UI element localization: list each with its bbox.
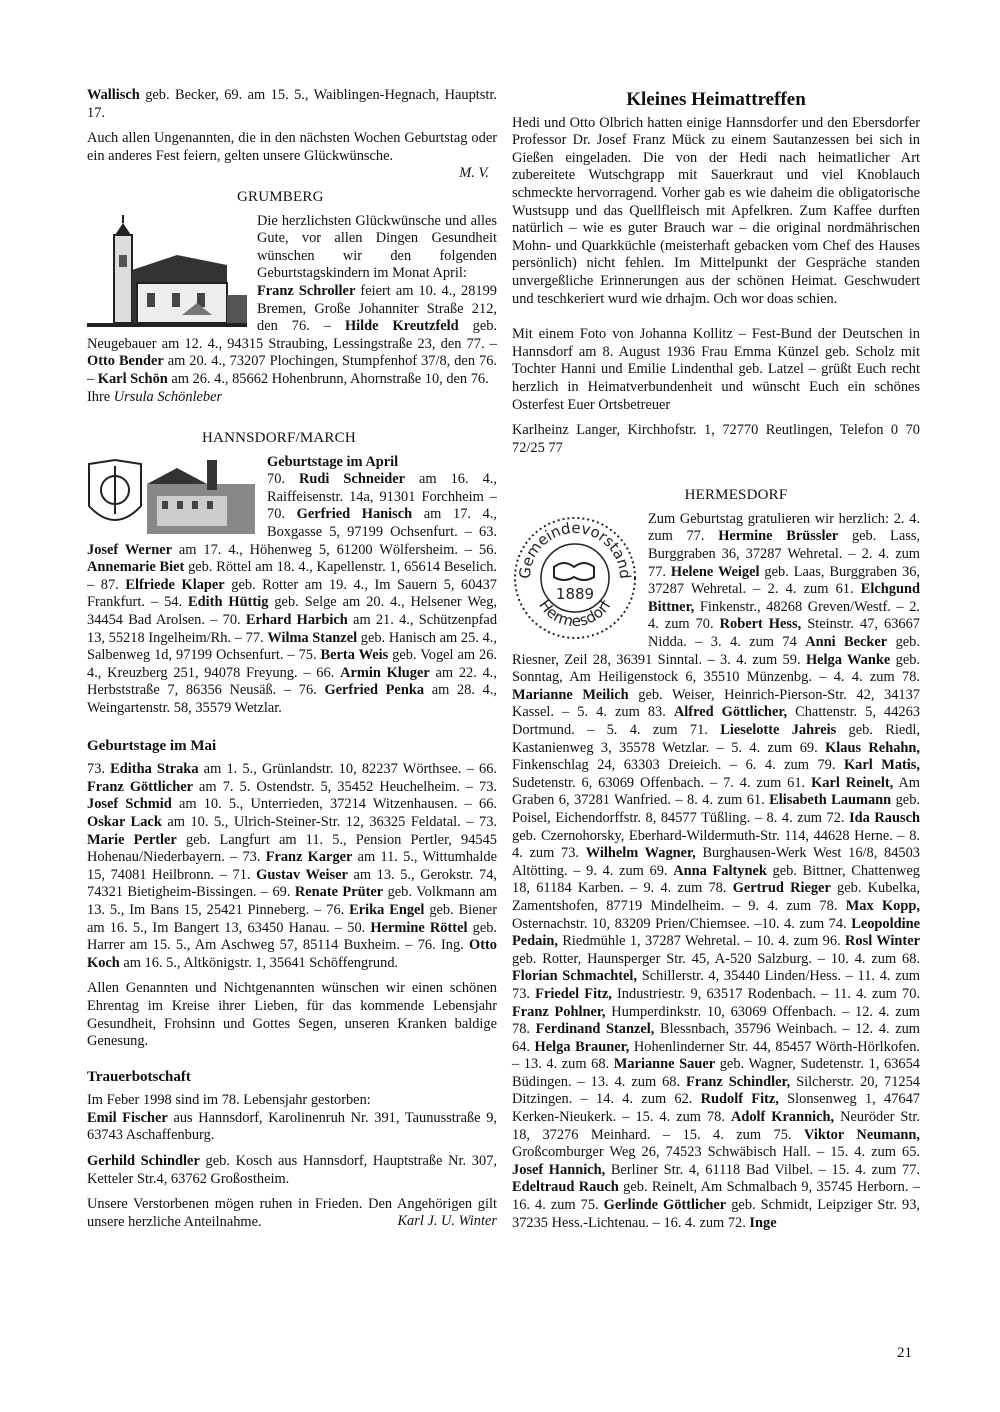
person-detail: Steinstr. 47, 63667 Nidda. – 3. 4. zum 74 [648, 616, 920, 651]
grumberg-title: GRUMBERG [237, 188, 324, 205]
intro-paragraph [87, 87, 497, 122]
person-detail: Humperdinkstr. 10, 63069 Offenbach. – 12. 4. zum 78. [512, 1003, 920, 1038]
person-name: Editha Straka [110, 761, 199, 778]
seal-image [512, 515, 638, 641]
person-detail: geb. Vogel am 26. 4., Kreuzberg 251, 94078 Freyung. – 66. [87, 647, 497, 681]
person-detail: geb. Riesner, Zeil 28, 36391 Sinntal. – 3. 4. zum 59. [512, 634, 920, 668]
person-detail: Schillerstr. 4, 35440 Linden/Hess. – 11. 4. zum 73. [512, 968, 920, 1002]
person-detail: 2. 4. zum 77. [648, 510, 920, 545]
mai-title: Geburtstage im Mai [87, 737, 217, 754]
person-detail: geb. Poisel, Eichendorffstr. 8, 84577 Tüßling. – 8. 4. zum 72. [512, 792, 920, 826]
person-name: Marianne Sauer [613, 1056, 716, 1073]
person-name: Friedel Fitz, [535, 985, 612, 1002]
person-detail: geb. Volkmann am 13. 5., Im Bans 15, 25421 Pinneberg. – 76. [87, 884, 497, 918]
person-name: Elisabeth Laumann [769, 792, 892, 809]
trauer-title: Trauerbotschaft [87, 1068, 191, 1085]
mai-entries [87, 761, 497, 972]
deceased-detail: geb. Kosch aus Hannsdorf, Hauptstraße Nr. 307, Ketteler Str.4, 63762 Großostheim. [87, 1153, 497, 1187]
person-name: Ida Rausch [849, 809, 921, 826]
person-detail: am 20. 4., 73207 Plochingen, Stumpfenhof 37/8, den 76. – [87, 353, 497, 387]
seal-bottom-text: Hermesdorf [535, 596, 615, 631]
mai-closing: Allen Genannten und Nichtgenannten wünschen wir einen schönen Ehrentag im Kreise ihrer Lieben, für das kommende Lebensjahr Gesundheit, Frohsinn und Gottes Segen, unseren Kranken baldige Genesung. [87, 980, 497, 1050]
person-name: Karl Matis, [843, 757, 921, 774]
person-name: Josef Hannich, [512, 1161, 606, 1178]
person-detail: Osternachstr. 10, 83209 Prien/Chiemsee. –10. 4. zum 74. [512, 915, 852, 932]
person-name: Gerlinde Göttlicher [603, 1197, 727, 1214]
heimattreffen-title: Kleines Heimattreffen [626, 89, 806, 110]
person-name: Alfred Göttlicher, [673, 704, 788, 721]
person-detail: Am Graben 6, 37281 Wanfried. – 8. 4. zum 61. [512, 774, 920, 809]
person-name: Berta Weis [320, 647, 389, 664]
deceased-name: Emil Fischer [87, 1109, 168, 1126]
hannsdorf-image [87, 456, 257, 536]
person-name: Franz Schindler, [686, 1073, 791, 1090]
person-detail: geb. Kubelka, Zamentshofen, 87719 Mindelheim. – 9. 4. zum 78. [512, 880, 920, 914]
person-detail: am 26. 4., 85662 Hohenbrunn, Ahornstraße 10, den 76. [167, 370, 489, 387]
person-detail: Finkenschlag 24, 63303 Dreieich. – 6. 4. zum 79. [512, 757, 844, 774]
svg-text:Gemeindevorstand [516, 519, 634, 580]
person-detail: geb. Röttel am 18. 4., Kapellenstr. 1, 65614 Beselich. – 87. [87, 559, 497, 593]
left-column [87, 87, 497, 1231]
person-detail: feiert am 10. 4., 28199 Bremen, Große Johanniter Straße 212, den 76. – [257, 282, 497, 335]
person-detail: am 10. 5., Ulrich-Steiner-Str. 12, 36325 Feldatal. – 73. [161, 813, 497, 830]
person-name: Helene Weigel [670, 563, 760, 580]
person-detail: am 16. 4., Raiffeisenstr. 14a, 91301 Forchheim – 70. [267, 471, 497, 523]
person-detail: Hohenlinderner Str. 44, 85457 Wörth-Hörlkofen. – 13. 4. zum 68. [512, 1038, 920, 1073]
person-name: Hermine Röttel [370, 919, 468, 936]
hannsdorf-subtitle: Geburtstage im April [267, 453, 399, 470]
heimattreffen-paragraph: Hedi und Otto Olbrich hatten einige Hannsdorfer und den Ebersdorfer Professor Dr. Josef Franz Mück zu einem Sautanzessen bei sich in Gießen eingeladen. Die von der Hedi nach heimatlicher Art zubereitete Wutschgrapp mit Sauerkraut und viel Knoblauch schmeckte hervorragend. Vorher gab es wie daheim die obligatorische Wustsupp und das Quellfleisch mit Apfelkren. Zum Kaffee durften natürlich – wie es guter Brauch war – die original nordmährischen Mohn- und Quarkküchle (meisterhaft gebacken vom Chef des Hauses persönlich) nicht fehlen. Im Mittelpunkt der Gespräche standen unvergeßliche Erinnerungen aus der schönen Heimat. Geschwudert und teschkeriert wurd wie drhajm. Och wor doas schien. [512, 114, 920, 307]
intro-name: Wallisch [87, 87, 140, 103]
person-name: Franz Schroller [257, 282, 356, 299]
person-detail: 73. [87, 761, 111, 778]
person-detail: am 16. 5., Altkönigstr. 1, 35641 Schöffengrund. [119, 954, 399, 971]
seal-top-text: Gemeindevorstand [515, 518, 635, 580]
person-detail: geb. Lass, Burggraben 36, 37287 Wehretal. – 2. 4. zum 77. [648, 528, 921, 580]
person-name: Armin Kluger [340, 664, 430, 681]
wishes-signature: M. V. [459, 165, 489, 182]
person-detail: am 11. 5., Wittumhalde 15, 74081 Heilbronn. – 71. [87, 849, 498, 883]
person-detail: am 17. 4., Boxgasse 5, 97199 Ochsenfurt. – 63. [267, 506, 497, 541]
person-name: Elchgund Bittner, [648, 581, 920, 615]
person-detail: Großcomburger Weg 26, 74523 Schwäbisch Hall. – 15. 4. zum 65. [512, 1144, 920, 1161]
ortsbetreuer-address: Karlheinz Langer, Kirchhofstr. 1, 72770 Reutlingen, Telefon 0 70 72/25 77 [512, 422, 920, 456]
person-name: Robert Hess, [719, 616, 802, 633]
person-name: Franz Karger [265, 849, 353, 866]
person-name: Otto Koch [87, 937, 497, 971]
person-detail: geb. Bittner, Chattenweg 18, 61184 Karben. – 9. 4. zum 78. [512, 862, 920, 897]
grumberg-intro: Die herzlichsten Glückwünsche und alles Gute, vor allen Dingen Gesundheit wünschen wir den folgenden Geburtstagskindern im Monat April: [257, 212, 497, 282]
person-detail: geb. Reinelt, Am Schmalbach 9, 35745 Herborn. – 16. 4. zum 75. [512, 1179, 921, 1214]
person-name: Oskar Lack [87, 813, 162, 830]
wishes-text: Auch allen Ungenannten, die in den nächsten Wochen Geburtstag oder ein anderes Fest feiern, gelten unsere Glückwünsche. [87, 130, 497, 164]
person-detail: geb. Laas, Burggraben 36, 37287 Wehretal. – 2. 4. zum 61. [648, 563, 920, 598]
person-name: Edith Hüttig [188, 594, 269, 611]
person-detail: Slonsenweg 1, 47647 Kerken-Nieukerk. – 15. 4. zum 78. [512, 1091, 920, 1126]
person-name: Leopoldine Pedain, [512, 915, 920, 950]
wishes-paragraph [87, 130, 497, 165]
hannsdorf-section [87, 454, 497, 718]
trauer-line1: Im Feber 1998 sind im 78. Lebensjahr gestorben: [87, 1092, 371, 1109]
person-name: Erika Engel [349, 901, 425, 918]
right-column [512, 87, 920, 1232]
person-detail: geb. Langfurt am 11. 5., Pension Pertler, 94545 Hohenau/Niederbayern. – 73. [87, 831, 497, 866]
person-name: Franz Pohlner, [512, 1003, 606, 1020]
person-name: Florian Schmachtel, [512, 968, 638, 985]
person-name: Karl Schön [97, 370, 168, 387]
person-name: Josef Schmid [87, 796, 172, 813]
person-name: Gerfried Hanisch [296, 506, 413, 523]
person-name: Helga Wanke [805, 651, 891, 668]
person-name: Karl Reinelt, [811, 774, 894, 791]
person-name: Edeltraud Rauch [512, 1179, 619, 1196]
closing-name: Ursula Schönleber [113, 388, 223, 405]
person-name: Helga Brauner, [534, 1038, 630, 1055]
person-detail: geb. Schmidt, Leipziger Str. 93, 37235 Hess.-Lichtenau. – 16. 4. zum 72. [512, 1197, 921, 1231]
person-detail: Burghausen-Werk West 16/8, 84503 Altötting. – 9. 4. zum 69. [512, 845, 920, 879]
person-detail: Silcherstr. 20, 71254 Ditzingen. – 14. 4. zum 62. [512, 1073, 921, 1108]
person-detail: geb. Sonntag, Am Heiligenstock 6, 35510 Münzenbg. – 4. 4. zum 78. [512, 651, 920, 686]
person-detail: geb. Rotter, Haunsperger Str. 45, A-520 Salzburg. – 10. 4. zum 68. [512, 950, 920, 967]
person-name: Adolf Krannich, [730, 1109, 835, 1126]
person-name: Marie Pertler [87, 831, 177, 848]
person-detail: Sudetenstr. 6, 63069 Offenbach. – 7. 4. zum 61. [512, 774, 812, 791]
person-name: Erhard Harbich [245, 612, 348, 629]
person-detail: geb. Rotter am 19. 4., Im Sauern 5, 60437 Frankfurt. – 54. [87, 576, 497, 611]
person-detail: am 13. 5., Gerokstr. 74, 74321 Bietigheim-Bissingen. – 69. [87, 866, 497, 901]
person-detail: Finkenstr., 48268 Greven/Westf. – 2. 4. zum 70. [648, 598, 920, 633]
person-name: Ferdinand Stanzel, [535, 1021, 655, 1038]
person-name: Elfriede Klaper [125, 576, 225, 593]
person-name: Rosl Winter [845, 933, 920, 950]
person-detail: am 7. 5. Ostendstr. 5, 35452 Heuchelheim. – 73. [192, 778, 497, 795]
grumberg-section [87, 213, 497, 407]
person-name: Hermine Brüssler [718, 528, 839, 545]
person-name: Wilhelm Wagner, [585, 845, 696, 862]
person-detail: geb. Selge am 20. 4., Helsener Weg, 34454 Bad Arolsen. – 70. [87, 594, 497, 629]
person-detail: am 22. 4., Herbststraße 7, 86356 Neusäß. – 76. [87, 664, 497, 699]
closing-text: Ihre [87, 388, 114, 405]
person-name: Hilde Kreutzfeld [344, 318, 459, 335]
person-detail: Berliner Str. 4, 61118 Bad Vilbel. – 15. 4. zum 77. [605, 1161, 921, 1178]
person-detail: am 1. 5., Grünlandstr. 10, 82237 Wörthsee. – 66. [198, 761, 497, 778]
trauer-person1 [87, 1110, 497, 1145]
person-detail: Chattenstr. 5, 44263 Dortmund. – 5. 4. zum 71. [512, 704, 920, 738]
person-name: Gerfried Penka [324, 682, 425, 699]
page-number: 21 [897, 1345, 912, 1361]
person-detail: geb. Neugebauer am 12. 4., 94315 Straubing, Lessingstraße 23, den 77. – [87, 318, 497, 352]
person-name: Renate Prüter [294, 884, 384, 901]
person-detail: geb. Harrer am 15. 5., Am Aschweg 57, 85114 Buxheim. – 76. Ing. [87, 919, 498, 954]
person-detail: geb. Czernohorsky, Eberhard-Wildermuth-Str. 114, 44628 Herne. – 8. 4. zum 73. [512, 827, 920, 862]
hermesdorf-title: HERMESDORF [684, 487, 788, 504]
intro-text: geb. Becker, 69. am 15. 5., Waiblingen-Hegnach, Hauptstr. 17. [87, 87, 497, 121]
person-detail: geb. Weiser, Heinrich-Pierson-Str. 42, 34137 Kassel. – 5. 4. zum 83. [512, 686, 920, 721]
person-detail: Industriestr. 9, 63517 Rodenbach. – 11. 4. zum 70. [611, 985, 920, 1002]
person-detail: Neuröder Str. 18, 37276 Meinhard. – 15. 4. zum 75. [512, 1109, 920, 1143]
deceased-detail: aus Hannsdorf, Karolinenruh Nr. 391, Taunusstraße 9, 63743 Aschaffenburg. [87, 1109, 498, 1144]
person-detail: am 17. 4., Höhenweg 5, 61200 Wölfersheim. – 56. [171, 541, 497, 558]
trauer-signature: Karl J. U. Winter [397, 1213, 497, 1230]
person-name: Max Kopp, [845, 897, 920, 914]
person-name: Klaus Rehahn, [825, 739, 921, 756]
person-detail: Riedmühle 1, 37287 Wehretal. – 10. 4. zum 96. [557, 933, 846, 950]
person-name: Viktor Neumann, [803, 1126, 920, 1143]
foto-paragraph: Mit einem Foto von Johanna Kollitz – Fest-Bund der Deutschen in Hannsdorf am 8. August 1936 Frau Emma Künzel geb. Scholz mit Tochter Hanni und Emilie Lindenthal geb. Latzel – grüßt Euch recht herzlich in Heimatverbundenheit und wünscht Euch ein schönes Osterfest Euer Ortsbetreuer [512, 326, 920, 413]
person-name: Otto Bender [87, 353, 164, 370]
person-name: Franz Göttlicher [87, 778, 193, 795]
person-name: Rudolf Fitz, [700, 1091, 779, 1108]
trauer-person2 [87, 1153, 497, 1188]
person-name: Anna Faltynek [673, 862, 767, 879]
person-name: Rudi Schneider [299, 471, 405, 488]
person-detail: am 10. 5., Unterrieden, 37214 Witzenhausen. – 66. [171, 796, 497, 813]
person-name: Josef Werner [87, 541, 172, 558]
deceased-name: Gerhild Schindler [87, 1153, 200, 1170]
person-detail: am 21. 4., Schützenpfad 13, 55218 Ingelheim/Rh. – 77. [87, 612, 498, 646]
person-name: Annemarie Biet [87, 559, 185, 576]
person-detail: am 28. 4., Weingartenstr. 58, 35579 Wetzlar. [87, 682, 497, 716]
person-name: Wilma Stanzel [267, 629, 358, 646]
person-name: Gertrud Rieger [732, 880, 831, 897]
person-detail: 70. [267, 471, 300, 488]
person-name: Gustav Weiser [256, 866, 348, 883]
person-detail: geb. Biener am 16. 5., Im Bangert 13, 63450 Hanau. – 50. [87, 901, 497, 936]
person-name: Inge [749, 1214, 777, 1231]
person-detail: geb. Hanisch am 25. 4., Salbenweg 1d, 97199 Ochsenfurt. – 75. [87, 629, 497, 664]
person-name: Anni Becker [805, 634, 888, 651]
seal-year: 1889 [555, 584, 595, 603]
person-detail: geb. Wagner, Sudetenstr. 1, 63654 Büdingen. – 13. 4. zum 68. [512, 1056, 921, 1090]
person-name: Lieselotte Jahreis [720, 722, 837, 738]
hermesdorf-section [512, 511, 920, 1232]
hannsdorf-title: HANNSDORF/MARCH [202, 430, 356, 447]
person-name: Marianne Meilich [512, 686, 629, 703]
trauer-closing-text: Unsere Verstorbenen mögen ruhen in Frieden. Den Angehörigen gilt unsere herzliche Anteilnahme. [87, 1196, 497, 1230]
person-detail: geb. Riedl, Kastanienweg 3, 35578 Wetzlar. – 5. 4. zum 69. [512, 722, 920, 756]
hermesdorf-intro: Zum Geburtstag gratulieren wir herzlich: [648, 510, 894, 527]
church-image [87, 215, 247, 327]
person-detail: Blessnbach, 35796 Weinbach. – 12. 4. zum 64. [512, 1021, 921, 1055]
